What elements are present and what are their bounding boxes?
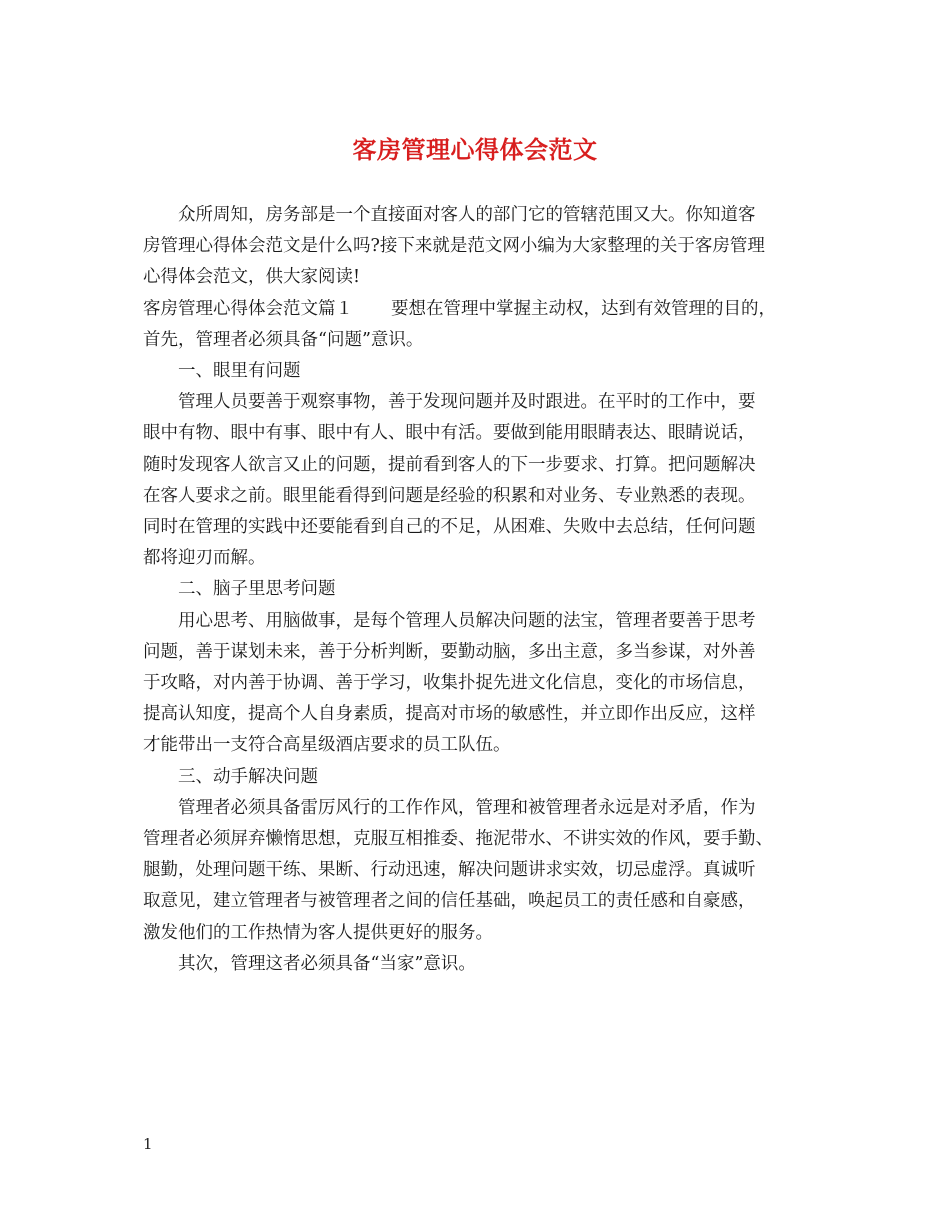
text-line: 于攻略，对内善于协调、善于学习，收集扑捉先进文化信息，变化的市场信息，	[143, 673, 756, 694]
text-line: 激发他们的工作热情为客人提供更好的服务。	[143, 922, 493, 943]
text-line: 才能带出一支符合高星级酒店要求的员工队伍。	[143, 735, 511, 756]
text-line: 心得体会范文，供大家阅读!	[143, 267, 361, 288]
document-title: 客房管理心得体会范文	[352, 135, 598, 164]
text-line: 取意见，建立管理者与被管理者之间的信任基础，唤起员工的责任感和自豪感，	[143, 891, 756, 912]
section-heading: 二、脑子里思考问题	[178, 579, 336, 600]
text-line: 问题，善于谋划未来，善于分析判断，要勤动脑，多出主意，多当参谋，对外善	[143, 641, 756, 662]
text-line: 管理者必须具备雷厉风行的工作作风，管理和被管理者永远是对矛盾，作为	[178, 797, 756, 818]
text-line: 都将迎刃而解。	[143, 548, 266, 569]
text-line: 在客人要求之前。眼里能看得到问题是经验的积累和对业务、专业熟悉的表现。	[143, 485, 756, 506]
essay-heading-label: 客房管理心得体会范文篇１	[143, 298, 353, 319]
section-heading: 一、眼里有问题	[178, 361, 301, 382]
text-line: 用心思考、用脑做事，是每个管理人员解决问题的法宝，管理者要善于思考	[178, 610, 756, 631]
essay-heading-text: 要想在管理中掌握主动权，达到有效管理的目的，	[391, 298, 776, 319]
page-number: 1	[143, 1135, 153, 1153]
section-paragraph	[143, 387, 823, 574]
text-line: 众所周知，房务部是一个直接面对客人的部门它的管辖范围又大。你知道客	[178, 205, 756, 225]
text-line: 房管理心得体会范文是什么吗?接下来就是范文网小编为大家整理的关于客房管理	[143, 236, 765, 257]
intro-paragraph	[143, 200, 823, 294]
section-heading: 三、动手解决问题	[178, 766, 318, 787]
text-line	[143, 294, 823, 325]
text-line: 管理者必须屏弃懒惰思想，克服互相推委、拖泥带水、不讲实效的作风，要手勤、	[143, 829, 773, 850]
document-body	[143, 200, 823, 980]
section-paragraph	[143, 793, 823, 949]
text-line: 随时发现客人欲言又止的问题，提前看到客人的下一步要求、打算。把问题解决	[143, 454, 756, 475]
essay-heading-paragraph	[143, 294, 823, 356]
text-line: 腿勤，处理问题干练、果断、行动迅速，解决问题讲求实效，切忌虚浮。真诚听	[143, 860, 756, 881]
text-line: 眼中有物、眼中有事、眼中有人、眼中有活。要做到能用眼睛表达、眼睛说话，	[143, 423, 756, 444]
text-line: 管理人员要善于观察事物，善于发现问题并及时跟进。在平时的工作中，要	[178, 392, 756, 413]
text-line: 同时在管理的实践中还要能看到自己的不足，从困难、失败中去总结，任何问题	[143, 517, 756, 538]
text-line: 提高认知度，提高个人自身素质，提高对市场的敏感性，并立即作出反应，这样	[143, 704, 756, 725]
text-line: 首先，管理者必须具备“问题”意识。	[143, 329, 424, 350]
section-paragraph	[143, 606, 823, 762]
closing-paragraph: 其次，管理这者必须具备“当家”意识。	[178, 953, 476, 974]
